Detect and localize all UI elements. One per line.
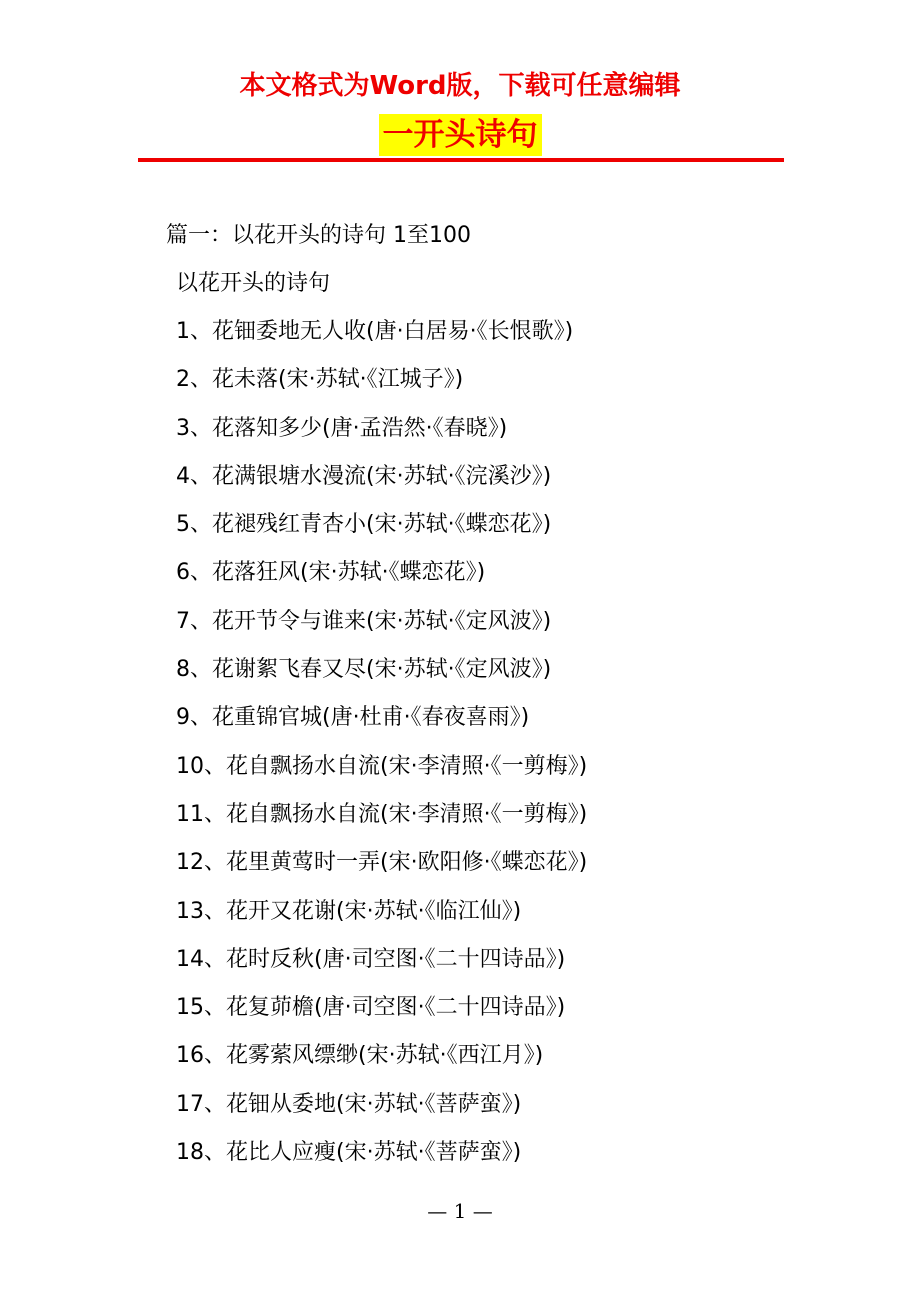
list-item: 6、花落狂风(宋·苏轼·《蝶恋花》) [176,560,486,586]
list-item: 7、花开节令与谁来(宋·苏轼·《定风波》) [176,608,552,634]
list-item: 15、花复茆檐(唐·司空图·《二十四诗品》) [176,995,566,1021]
list-item: 5、花褪残红青杏小(宋·苏轼·《蝶恋花》) [176,512,552,538]
page-number: — 1 — [427,1199,493,1223]
list-item: 11、花自飘扬水自流(宋·李清照·《一剪梅》) [176,801,588,827]
title-wrapper [0,114,920,156]
section-subheading: 以花开头的诗句 [176,271,331,296]
list-item: 16、花雾萦风缥缈(宋·苏轼·《西江月》) [176,1043,544,1069]
list-item: 13、花开又花谢(宋·苏轼·《临江仙》) [176,898,522,924]
list-item: 8、花谢絮飞春又尽(宋·苏轼·《定风波》) [176,657,552,683]
list-item: 18、花比人应瘦(宋·苏轼·《菩萨蛮》) [176,1140,522,1166]
list-item: 10、花自飘扬水自流(宋·李清照·《一剪梅》) [176,753,588,779]
list-item: 9、花重锦官城(唐·杜甫·《春夜喜雨》) [176,705,530,731]
list-item: 1、花钿委地无人收(唐·白居易·《长恨歌》) [176,319,574,344]
poem-list [176,316,587,1185]
list-item: 4、花满银塘水漫流(宋·苏轼·《浣溪沙》) [176,463,552,489]
list-item: 2、花未落(宋·苏轼·《江城子》) [176,367,464,393]
list-item: 14、花时反秋(唐·司空图·《二十四诗品》) [176,946,566,972]
document-banner: 本文格式为Word版，下载可任意编辑 [239,71,681,101]
list-item: 3、花落知多少(唐·孟浩然·《春晓》) [176,415,508,441]
title-divider [138,158,784,162]
document-title: 一开头诗句 [379,114,542,156]
section-heading: 篇一：以花开头的诗句 1至100 [166,223,471,248]
list-item: 17、花钿从委地(宋·苏轼·《菩萨蛮》) [176,1091,522,1117]
list-item: 12、花里黄莺时一弄(宋·欧阳修·《蝶恋花》) [176,850,588,876]
